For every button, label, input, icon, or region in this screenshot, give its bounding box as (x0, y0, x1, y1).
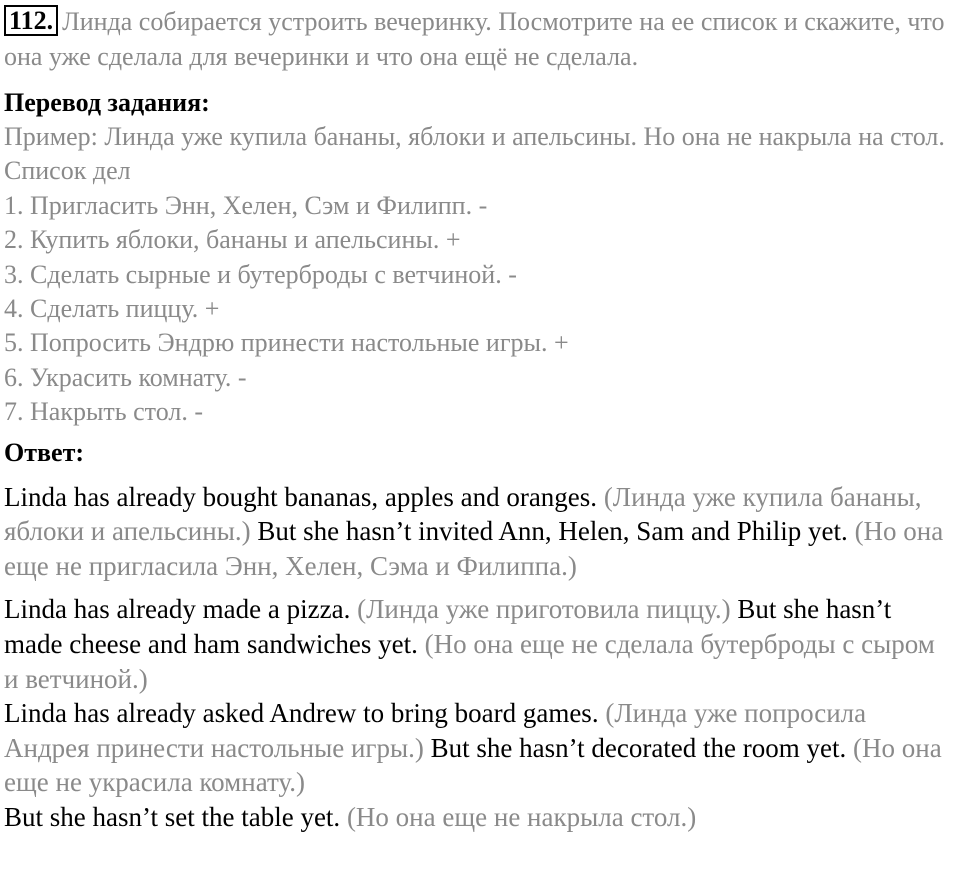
answer-russian: (Но она еще не украсила комнату.) (4, 732, 942, 798)
answer-paragraph (4, 696, 956, 800)
answer-english: But she hasn’t set the table yet. (4, 802, 341, 832)
task-statement (4, 4, 956, 74)
answer-english: But she hasn’t made cheese and ham sandwiches yet. (4, 594, 892, 660)
todo-item: 4. Сделать пиццу. + (4, 294, 220, 324)
answer-english: But she hasn’t decorated the room yet. (430, 732, 847, 763)
answer-block (4, 480, 956, 835)
translation-heading: Перевод задания: (4, 88, 210, 117)
todo-item: 7. Накрыть стол. - (4, 397, 203, 427)
todo-item: 2. Купить яблоки, бананы и апельсины. + (4, 225, 461, 255)
todo-item: 5. Попросить Эндрю принести настольные игры. + (4, 328, 569, 358)
translation-example: Пример: Линда уже купила бананы, яблоки и апельсины. Но она не накрыла на стол. (4, 122, 945, 151)
answer-english: Linda has already asked Andrew to bring board games. (4, 698, 599, 729)
answer-heading: Ответ: (4, 437, 85, 467)
todo-list-title: Список дел (4, 156, 131, 186)
answer-paragraph (4, 800, 956, 835)
answer-russian: (Линда уже купила бананы, яблоки и апельсины.) (4, 481, 922, 547)
todo-item: 3. Сделать сырные и бутерброды с ветчиной. - (4, 259, 517, 289)
answer-paragraph (4, 592, 956, 696)
todo-item: 6. Украсить комнату. - (4, 362, 247, 392)
answer-russian: (Но она еще не сделала бутерброды с сыром и ветчиной.) (4, 629, 935, 694)
task-number: 112. (4, 5, 58, 36)
answer-russian: (Но она еще не накрыла стол.) (346, 802, 697, 832)
answer-paragraph (4, 480, 956, 584)
translation-block (4, 120, 956, 430)
answer-russian: (Линда уже приготовила пиццу.) (357, 594, 731, 625)
document-page (4, 4, 956, 835)
answer-russian: (Но она еще не пригласила Энн, Хелен, Сэма и Филиппа.) (4, 516, 944, 581)
answer-english: Linda has already made a pizza. (4, 594, 351, 625)
answer-english: Linda has already bought bananas, apples and oranges. (4, 481, 598, 512)
task-text: Линда собирается устроить вечеринку. Посмотрите на ее список и скажите, что она уже сделала для вечеринки и что она ещё не сделала. (4, 7, 945, 71)
answer-english: But she hasn’t invited Ann, Helen, Sam and Philip yet. (257, 516, 848, 547)
todo-item: 1. Пригласить Энн, Хелен, Сэм и Филипп. - (4, 190, 488, 220)
answer-russian: (Линда уже попросила Андрея принести настольные игры.) (4, 698, 867, 763)
